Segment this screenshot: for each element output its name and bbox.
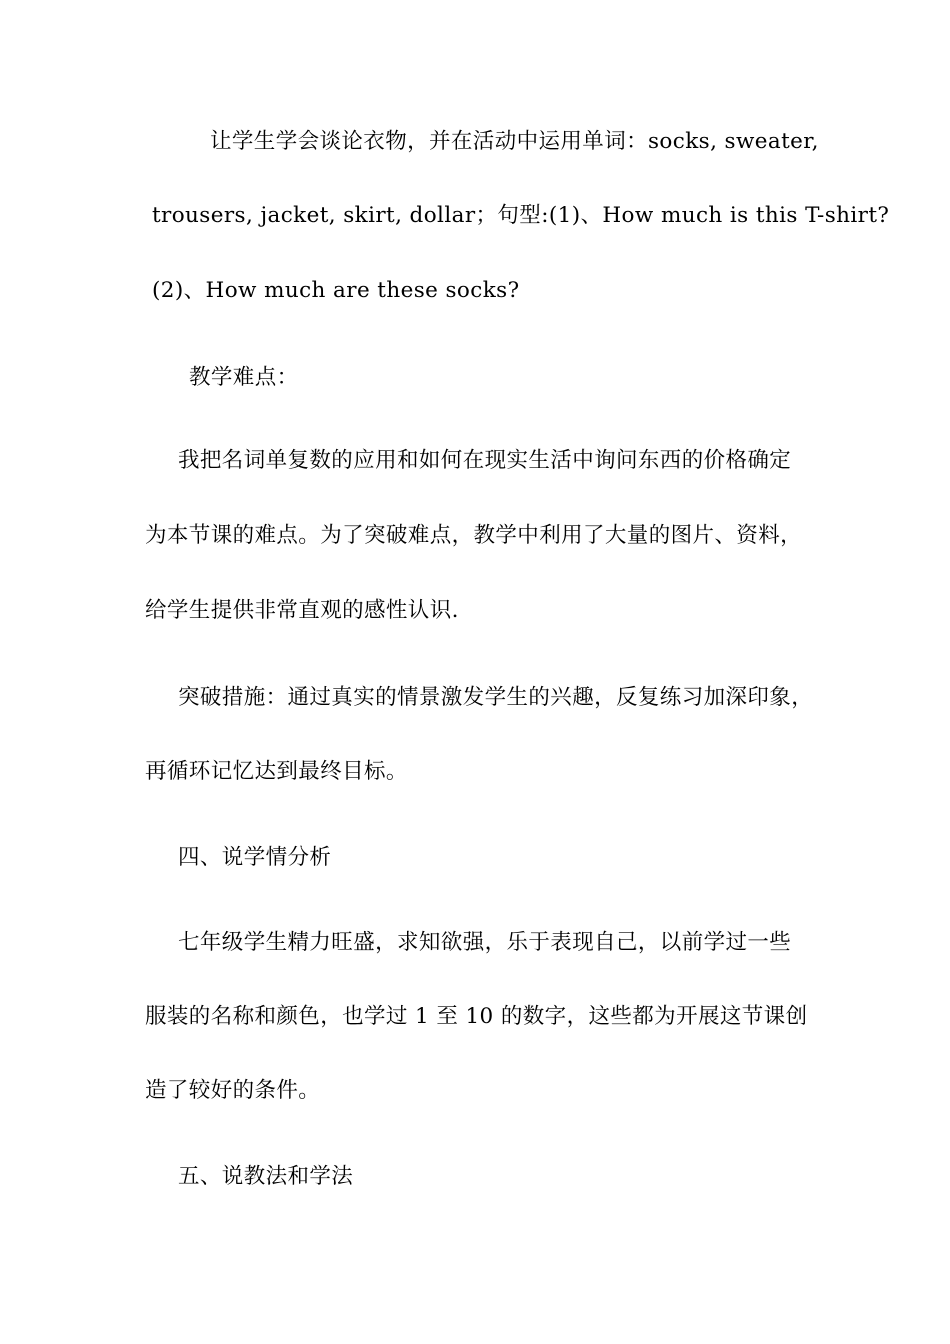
section-five-heading: 五、说教法和学法 bbox=[178, 1164, 354, 1189]
analysis-text-line-1: 七年级学生精力旺盛，求知欲强，乐于表现自己，以前学过一些 bbox=[178, 930, 792, 955]
measures-text-line-2: 再循环记忆达到最终目标。 bbox=[145, 759, 408, 784]
section-four-heading: 四、说学情分析 bbox=[178, 845, 332, 870]
objective-text-line-3: (2)、How much are these socks? bbox=[152, 278, 520, 303]
difficulty-text-line-1: 我把名词单复数的应用和如何在现实生活中询问东西的价格确定 bbox=[178, 448, 792, 473]
measures-text-line-1: 突破措施：通过真实的情景激发学生的兴趣，反复练习加深印象， bbox=[178, 685, 814, 710]
analysis-text-line-2: 服装的名称和颜色，也学过 1 至 10 的数字，这些都为开展这节课创 bbox=[145, 1004, 808, 1029]
difficulty-text-line-3: 给学生提供非常直观的感性认识. bbox=[145, 598, 459, 623]
objective-text-line-2: trousers, jacket, skirt, dollar；句型:(1)、How much is this T-shirt? bbox=[152, 203, 890, 228]
difficulty-text-line-2: 为本节课的难点。为了突破难点，教学中利用了大量的图片、资料， bbox=[145, 523, 803, 548]
analysis-text-line-3: 造了较好的条件。 bbox=[145, 1078, 321, 1103]
objective-text-line-1: 让学生学会谈论衣物，并在活动中运用单词：socks, sweater, bbox=[210, 129, 819, 154]
difficulty-heading: 教学难点： bbox=[189, 365, 299, 390]
